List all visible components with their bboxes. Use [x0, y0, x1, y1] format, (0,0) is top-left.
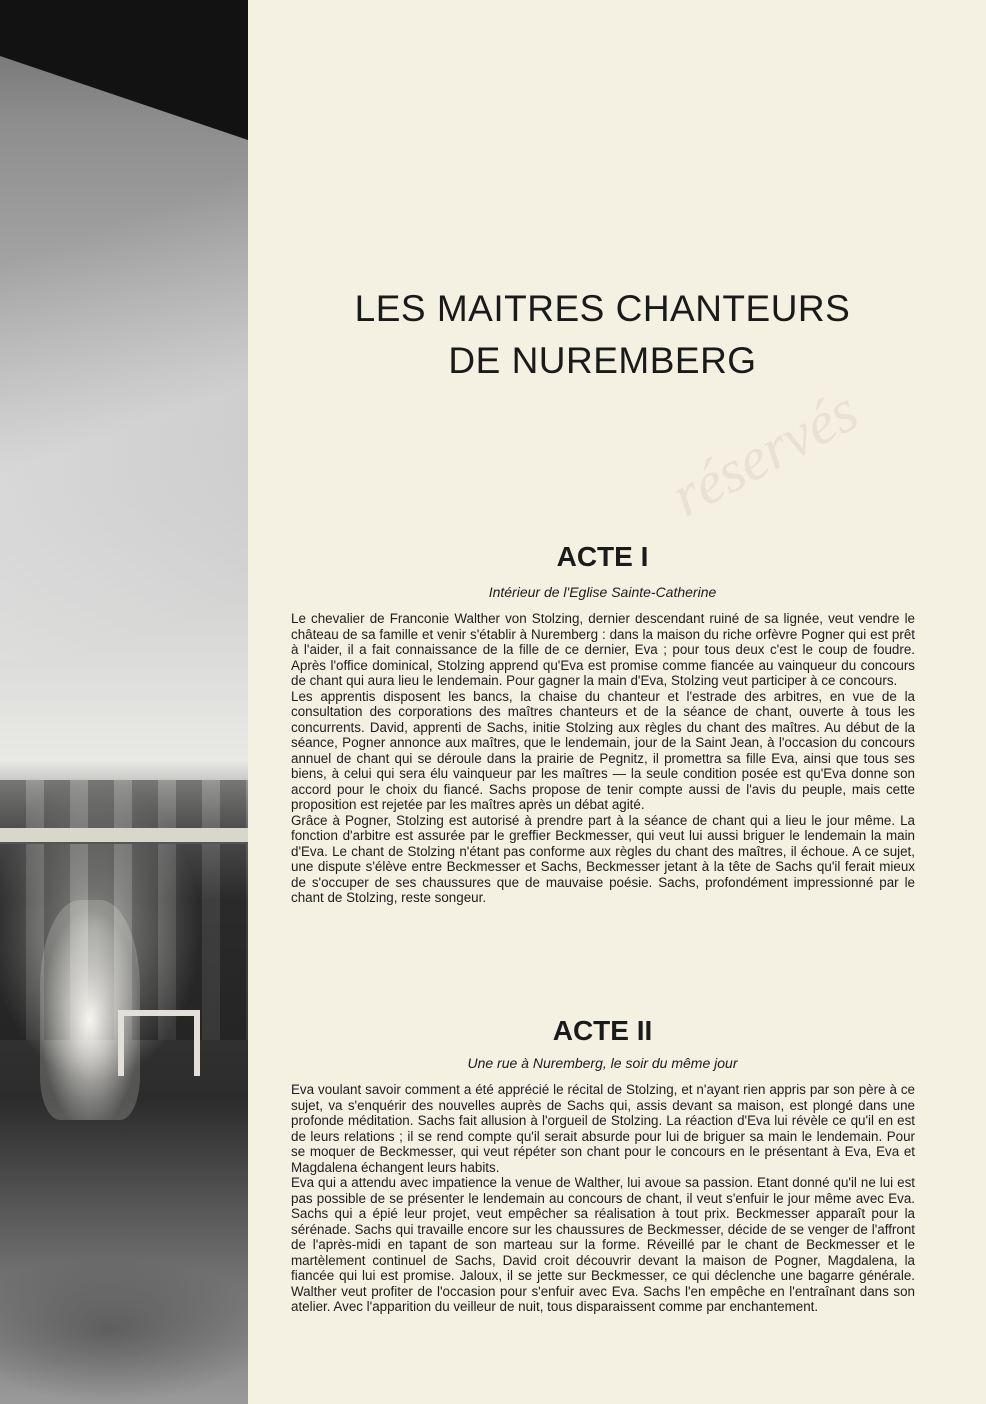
- act-1-text: [291, 611, 915, 906]
- act-1-subtitle: Intérieur de l'Eglise Sainte-Catherine: [488, 584, 717, 600]
- act-1-paragraph-1: Le chevalier de Franconie Walther von Stolzing, dernier descendant ruiné de sa lignée, veut vendre le château de sa famille et venir s'établir à Nuremberg : dans la maison du riche orfèvre Pogner qui est prêt à l'aider, il a fait connaissance de la fille de ce dernier, Eva ; pour tous deux c'est le coup de foudre. Après l'office dominical, Stolzing apprend qu'Eva est promise comme fiancée au vainqueur du concours de chant qui aura lieu le lendemain. Pour gagner la main d'Eva, Stolzing veut participer à ce concours.: [291, 611, 915, 688]
- act-2-text: [291, 1082, 915, 1315]
- act-1-paragraph-2: Les apprentis disposent les bancs, la chaise du chanteur et l'estrade des arbitres, en vue de la consultation des corporations des maîtres chanteurs et de la séance de chant, ouverte à tous les concurrents. David, apprenti de Sachs, initie Stolzing aux règles du chant des maîtres. Au début de la séance, Pogner annonce aux maîtres, que le lendemain, jour de la Saint Jean, à l'occasion du concours annuel de chant qui se déroule dans la prairie de Pegnitz, il promettra sa fille Eva, ainsi que tous ses biens, à celui qui sera élu vainqueur par les maîtres — la seule condition posée est qu'Eva donne son accord pour le choix du fiancé. Sachs propose de tenir compte aussi de l'avis du peuple, mais cette proposition est rejetée par les maîtres après un débat agité.: [291, 688, 915, 812]
- photo-bench: [118, 1010, 200, 1076]
- act-1-paragraph-3: Grâce à Pogner, Stolzing est autorisé à prendre part à la séance de chant qui a lieu le jour même. La fonction d'arbitre est assurée par le greffier Beckmesser, qui veut lui aussi briguer le lendemain la main d'Eva. Le chant de Stolzing n'étant pas conforme aux règles du chant des maîtres, il échoue. A ce sujet, une dispute s'élève entre Beckmesser et Sachs, Beckmesser jetant à la tête de Sachs qu'il ferait mieux de s'occuper de ses chaussures que de mauvaise poésie. Sachs, profondément impressionné par le chant de Stolzing, reste songeur.: [291, 812, 915, 905]
- title-line-1: LES MAITRES CHANTEURS: [354, 288, 851, 329]
- page-title: [290, 283, 915, 387]
- watermark: réservés: [660, 377, 868, 530]
- act-2-subtitle: Une rue à Nuremberg, le soir du même jour: [467, 1055, 738, 1071]
- stage-photograph: [0, 0, 248, 1404]
- act-1-heading: ACTE I: [556, 541, 649, 572]
- title-line-2: DE NUREMBERG: [448, 340, 757, 381]
- act-2-paragraph-2: Eva qui a attendu avec impatience la venue de Walther, lui avoue sa passion. Etant donné qu'il ne lui est pas possible de se présenter le lendemain au concours de chant, il veut s'enfuir le jour même avec Eva. Sachs qui a épié leur projet, veut empêcher sa réalisation à tout prix. Beckmesser apparaît pour la sérénade. Sachs qui travaille encore sur les chaussures de Beckmesser, décide de se venger de l'affront de l'après-midi en tapant de son marteau sur la forme. Réveillé par le chant de Beckmesser et le martèlement continuel de Sachs, David croit découvrir devant la maison de Pogner, Magdalena, la fiancée qui lui est promise. Jaloux, il se jette sur Beckmesser, ce qui déclenche une bagarre générale. Walther veut profiter de l'occasion pour s'enfuir avec Eva. Sachs l'en empêche en l'entraînant dans son atelier. Avec l'apparition du veilleur de nuit, tous disparaissent comme par enchantement.: [291, 1175, 915, 1314]
- act-2-heading: ACTE II: [552, 1015, 653, 1046]
- photo-dark-backdrop: [0, 0, 248, 140]
- photo-light-beam: [0, 140, 248, 660]
- act-2-paragraph-1: Eva voulant savoir comment a été apprécié le récital de Stolzing, et n'ayant rien appris par son père à ce sujet, va s'enquérir des nouvelles auprès de Sachs qui, assis devant sa maison, est plongé dans une profonde méditation. Sachs fait allusion à l'orgueil de Stolzing. La réaction d'Eva lui révèle ce qu'il en est de leurs relations ; il se rend compte qu'il serait absurde pour lui de briguer sa main le lendemain. Pour se moquer de Beckmesser, qui veut répéter son chant pour le concours en le présentant à Eva, Eva et Magdalena échangent leurs habits.: [291, 1082, 915, 1175]
- photo-railing: [0, 828, 248, 842]
